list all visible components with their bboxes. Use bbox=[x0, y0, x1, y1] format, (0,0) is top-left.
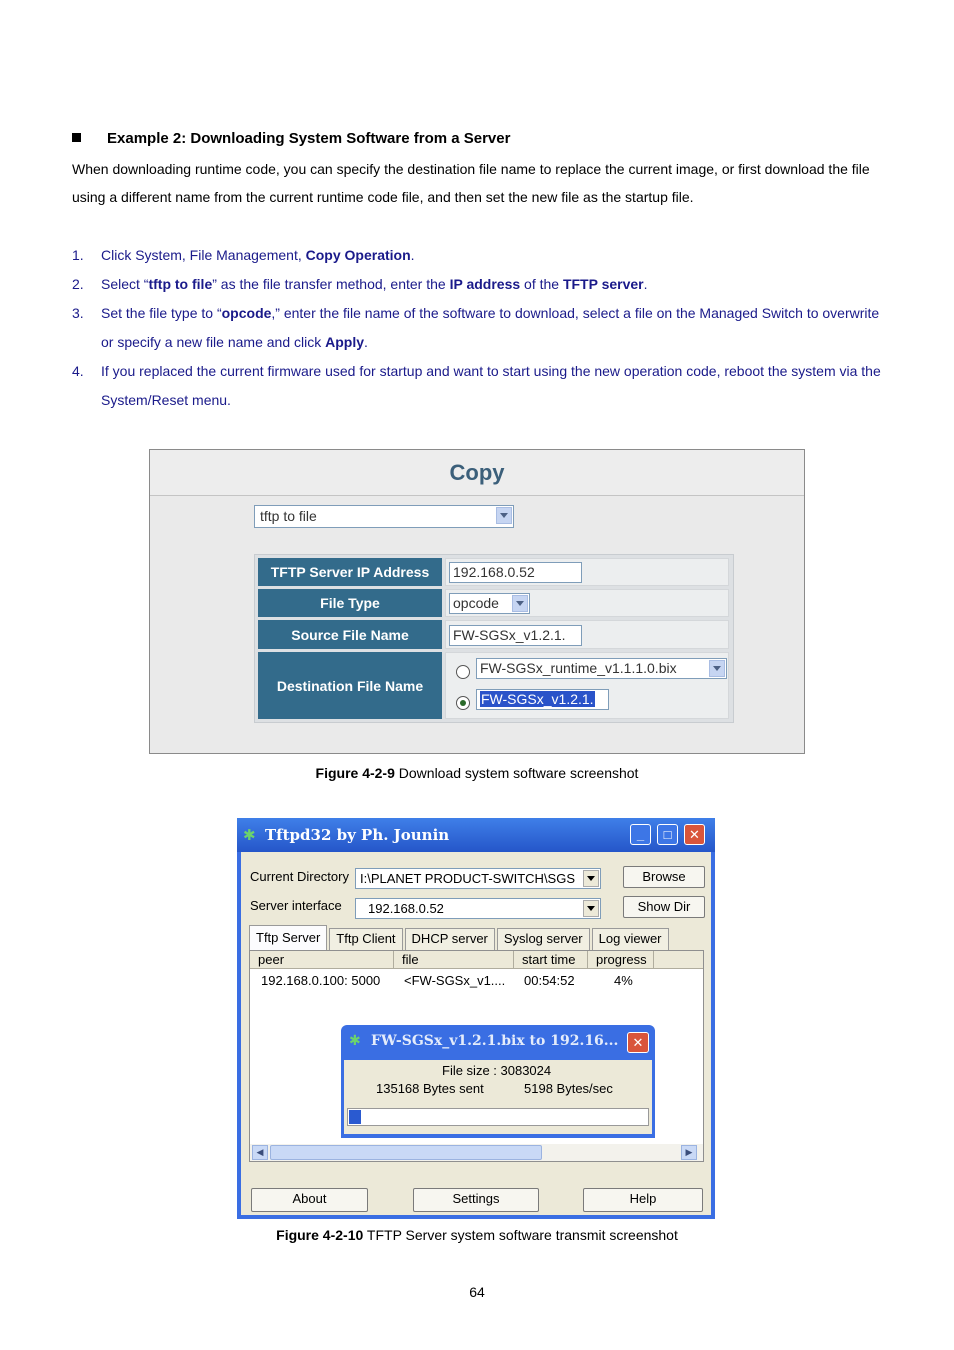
title-bar[interactable] bbox=[237, 818, 715, 852]
square-bullet-icon bbox=[72, 133, 81, 142]
dest-new-input[interactable] bbox=[476, 689, 609, 710]
intro-paragraph: When downloading runtime code, you can specify the destination file name to replace the current image, or first download the file using a different name from the current runtime code file, and then set the new file as the startup file. bbox=[72, 161, 870, 205]
server-interface-label: Server interface bbox=[250, 898, 342, 913]
step-text bbox=[101, 299, 892, 357]
file-type-label: File Type bbox=[258, 589, 442, 617]
source-file-input[interactable]: FW-SGSx_v1.2.1. bbox=[449, 625, 582, 646]
step-fragment: Click System, File Management, bbox=[101, 247, 306, 263]
settings-button[interactable]: Settings bbox=[413, 1188, 539, 1212]
tab-strip bbox=[249, 928, 671, 950]
transfer-method-value: tftp to file bbox=[260, 508, 317, 524]
figure-caption-1 bbox=[149, 765, 805, 781]
step-fragment: ” as the file transfer method, enter the bbox=[212, 276, 450, 292]
dest-new-radio[interactable] bbox=[456, 696, 470, 710]
step-emphasis: Copy Operation bbox=[305, 247, 411, 263]
row-start-time: 00:54:52 bbox=[524, 973, 575, 988]
tab-log-viewer[interactable]: Log viewer bbox=[592, 928, 669, 951]
row-peer: 192.168.0.100: 5000 bbox=[261, 973, 381, 988]
list-item bbox=[72, 241, 892, 270]
step-emphasis: Apply bbox=[325, 334, 364, 350]
column-header-progress[interactable]: progress bbox=[588, 951, 654, 969]
dest-existing-value: FW-SGSx_runtime_v1.1.1.0.bix bbox=[480, 660, 677, 676]
column-header-peer[interactable]: peer bbox=[250, 951, 394, 969]
maximize-button[interactable] bbox=[657, 824, 678, 845]
step-emphasis: opcode bbox=[221, 305, 272, 321]
server-interface-combo[interactable] bbox=[355, 898, 601, 919]
tab-syslog-server[interactable]: Syslog server bbox=[497, 928, 590, 951]
list-item bbox=[72, 357, 892, 415]
help-button[interactable]: Help bbox=[583, 1188, 703, 1212]
close-icon: ✕ bbox=[689, 827, 700, 842]
tab-tftp-server[interactable]: Tftp Server bbox=[249, 925, 327, 953]
column-header-file[interactable]: file bbox=[394, 951, 514, 969]
file-size-text: File size : 3083024 bbox=[442, 1063, 552, 1078]
chevron-down-icon[interactable] bbox=[512, 595, 528, 612]
list-item bbox=[72, 299, 892, 357]
step-fragment: Select “ bbox=[101, 276, 149, 292]
horizontal-scrollbar[interactable] bbox=[250, 1144, 703, 1161]
transfer-rate-text: 5198 Bytes/sec bbox=[524, 1081, 613, 1096]
tab-dhcp-server[interactable]: DHCP server bbox=[405, 928, 495, 951]
row-file: <FW-SGSx_v1.... bbox=[404, 973, 506, 988]
step-text bbox=[101, 241, 415, 270]
bytes-sent-text: 135168 Bytes sent bbox=[376, 1081, 484, 1096]
close-button[interactable] bbox=[684, 824, 705, 845]
tftpd32-window bbox=[237, 818, 715, 1219]
progress-fill bbox=[349, 1110, 361, 1124]
step-number: 1. bbox=[72, 247, 84, 263]
list-item bbox=[72, 270, 892, 299]
step-number: 3. bbox=[72, 305, 84, 321]
chevron-down-icon[interactable] bbox=[583, 870, 599, 887]
current-directory-label: Current Directory bbox=[250, 869, 349, 884]
step-emphasis: IP address bbox=[449, 276, 521, 292]
step-fragment: If you replaced the current firmware used for startup and want to start using the new operation code, reboot the system via the System/Reset menu. bbox=[101, 363, 881, 408]
file-type-value: opcode bbox=[453, 595, 499, 611]
chevron-down-icon[interactable] bbox=[496, 507, 512, 524]
step-emphasis: tftp to file bbox=[148, 276, 213, 292]
copy-header bbox=[150, 450, 804, 496]
dest-existing-select[interactable] bbox=[476, 658, 727, 679]
browse-button[interactable]: Browse bbox=[623, 866, 705, 888]
scroll-left-button[interactable]: ◀ bbox=[252, 1145, 268, 1160]
destination-file-label: Destination File Name bbox=[258, 652, 442, 719]
ip-address-input[interactable]: 192.168.0.52 bbox=[449, 562, 582, 583]
column-header-start-time[interactable]: start time bbox=[514, 951, 588, 969]
step-text bbox=[101, 357, 892, 415]
dest-existing-radio[interactable] bbox=[456, 665, 470, 679]
chevron-down-icon[interactable] bbox=[709, 660, 725, 677]
chevron-down-icon[interactable] bbox=[583, 900, 599, 917]
figure-label-1: Figure 4-2-9 bbox=[315, 765, 395, 781]
figure-label-2: Figure 4-2-10 bbox=[276, 1227, 364, 1243]
step-fragment: . bbox=[643, 276, 648, 292]
figure-caption-2 bbox=[237, 1227, 717, 1243]
figure-text-1: Download system software screenshot bbox=[394, 765, 639, 781]
current-directory-combo[interactable] bbox=[355, 868, 601, 889]
file-type-cell bbox=[445, 589, 729, 617]
step-fragment: of the bbox=[520, 276, 563, 292]
steps-list bbox=[72, 241, 892, 415]
show-dir-button[interactable]: Show Dir bbox=[623, 896, 705, 918]
source-file-label: Source File Name bbox=[258, 620, 442, 649]
dialog-title: FW-SGSx_v1.2.1.bix to 192.16... bbox=[371, 1033, 619, 1049]
example-heading-text: Example 2: Downloading System Software from a Server bbox=[107, 130, 511, 147]
close-icon: ✕ bbox=[632, 1035, 644, 1050]
minimize-icon: _ bbox=[636, 827, 645, 842]
copy-form-table bbox=[254, 554, 734, 723]
dialog-body bbox=[344, 1060, 652, 1134]
step-fragment: Set the file type to “ bbox=[101, 305, 222, 321]
tab-tftp-client[interactable]: Tftp Client bbox=[329, 928, 402, 951]
minimize-button[interactable] bbox=[630, 824, 651, 845]
step-fragment: . bbox=[410, 247, 415, 263]
step-fragment: . bbox=[364, 334, 368, 350]
row-progress: 4% bbox=[614, 973, 633, 988]
about-button[interactable]: About bbox=[251, 1188, 368, 1212]
figure-text-2: TFTP Server system software transmit screenshot bbox=[363, 1227, 678, 1243]
transfer-method-select[interactable] bbox=[254, 505, 514, 528]
maximize-icon: □ bbox=[663, 827, 672, 842]
step-emphasis: TFTP server bbox=[562, 276, 644, 292]
step-number: 2. bbox=[72, 276, 84, 292]
window-client bbox=[241, 852, 711, 1215]
transfer-dialog bbox=[341, 1025, 655, 1138]
dest-new-value: FW-SGSx_v1.2.1. bbox=[481, 691, 594, 707]
step-fragment: ,” enter the file name of the software to download, select a file on the Managed Switch to overwrite or specify a new file name and click bbox=[101, 305, 880, 350]
tftpd-logo-icon: ✱ bbox=[243, 827, 256, 844]
source-file-cell bbox=[445, 620, 729, 649]
dialog-close-button[interactable] bbox=[627, 1032, 649, 1053]
destination-file-cell bbox=[445, 652, 729, 719]
scroll-right-button[interactable]: ▶ bbox=[681, 1145, 697, 1160]
step-text bbox=[101, 270, 648, 299]
current-directory-value: I:\PLANET PRODUCT-SWITCH\SGS bbox=[360, 871, 576, 886]
step-number: 4. bbox=[72, 363, 84, 379]
column-header-spacer bbox=[654, 951, 703, 969]
tftpd-logo-icon: ✱ bbox=[349, 1032, 361, 1048]
copy-title: Copy bbox=[449, 460, 505, 485]
ip-address-label: TFTP Server IP Address bbox=[258, 558, 442, 586]
file-type-select[interactable] bbox=[449, 593, 530, 614]
page-number: 64 bbox=[469, 1284, 485, 1300]
window-title: Tftpd32 by Ph. Jounin bbox=[265, 826, 450, 844]
server-interface-value: 192.168.0.52 bbox=[368, 901, 444, 916]
example-heading bbox=[72, 130, 510, 147]
scroll-thumb[interactable] bbox=[270, 1145, 542, 1160]
ip-address-cell bbox=[445, 558, 729, 586]
transfer-progress-bar bbox=[347, 1108, 649, 1126]
copy-panel bbox=[149, 449, 805, 754]
